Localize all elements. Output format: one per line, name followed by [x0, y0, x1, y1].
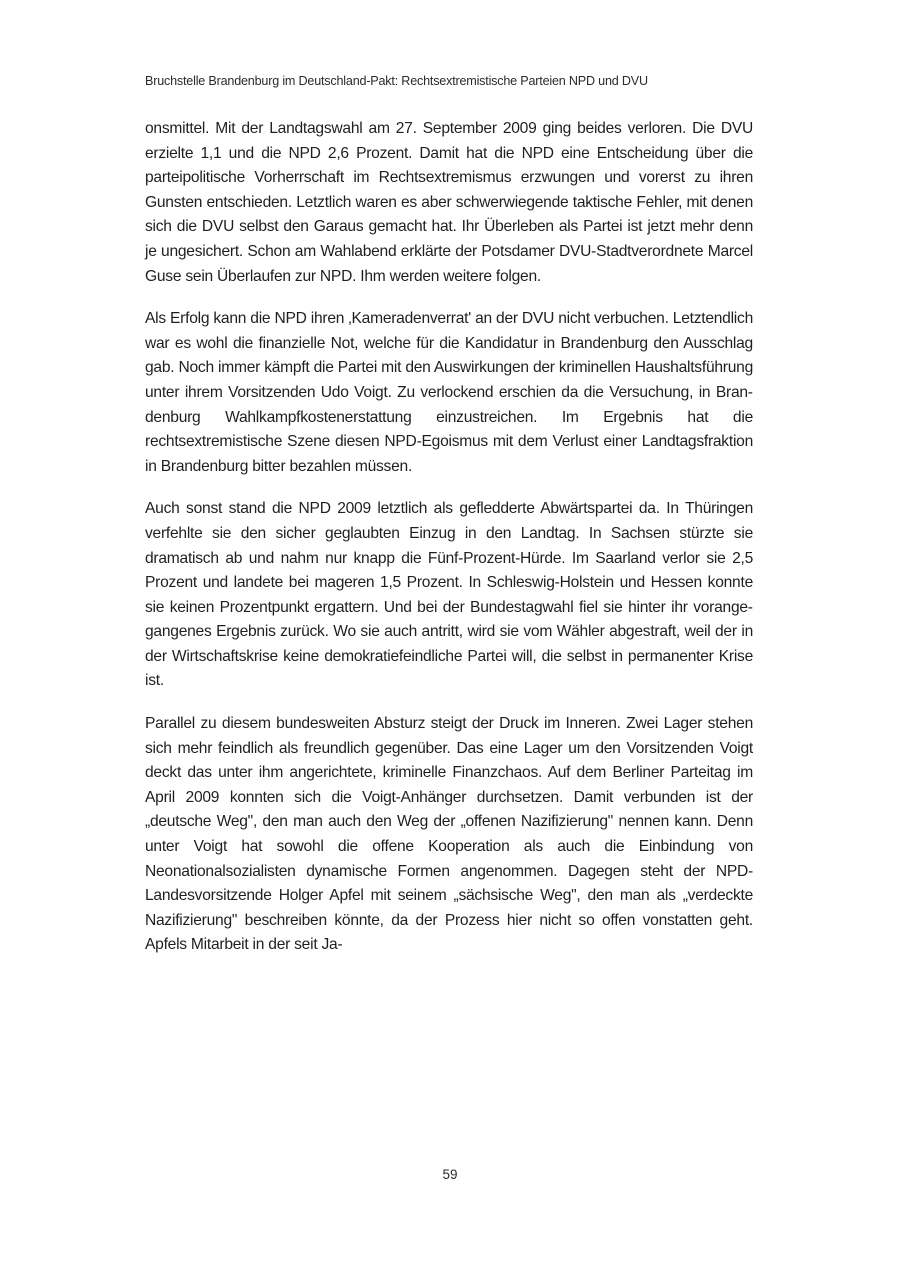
running-header: Bruchstelle Brandenburg im Deutschland-Pakt: Rechtsextremistische Parteien NPD und DVU — [145, 74, 648, 88]
paragraph: onsmittel. Mit der Landtagswahl am 27. September 2009 ging beides verloren. Die DVU erzielte 1,1 und die NPD 2,6 Prozent. Damit hat die NPD eine Entscheidung über die parteipolitische Vorherrschaft im Rechtsextremismus erzwungen und vorerst zu ihren Gunsten entschieden. Letztlich waren es aber schwerwiegende taktische Fehler, mit denen sich die DVU selbst den Garaus gemacht hat. Ihr Überleben als Partei ist jetzt mehr denn je ungesichert. Schon am Wahlabend erklärte der Potsdamer DVU-Stadtverordnete Marcel Guse sein Überlaufen zur NPD. Ihm werden weitere folgen. — [145, 120, 753, 285]
body-text — [145, 117, 753, 976]
paragraph: Auch sonst stand die NPD 2009 letztlich als gefledderte Abwärtspartei da. In Thüringen verfehlte sie den sicher geglaubten Einzug in den Landtag. In Sachsen stürzte sie dramatisch ab und nahm nur knapp die Fünf-Prozent-Hürde. Im Saarland verlor sie 2,5 Prozent und landete bei mageren 1,5 Prozent. In Schleswig-Holstein und Hessen konnte sie keinen Prozentpunkt ergattern. Und bei der Bundestagwahl fiel sie hinter ihr vorangegangenes Ergebnis zurück. Wo sie auch antritt, wird sie vom Wähler abgestraft, weil der in der Wirtschaftskrise keine demokratiefeindliche Partei will, die selbst in permanenter Krise ist. — [145, 500, 753, 690]
paragraph: Als Erfolg kann die NPD ihren ‚Kameradenverrat' an der DVU nicht verbuchen. Letztendlich war es wohl die finanzielle Not, welche für die Kandidatur in Brandenburg den Ausschlag gab. Noch immer kämpft die Partei mit den Auswirkungen der kriminellen Haushaltsführung unter ihrem Vorsitzenden Udo Voigt. Zu verlockend erschien da die Versuchung, in Brandenburg Wahlkampfkostenerstattung einzustreichen. Im Ergebnis hat die rechtsextremistische Szene diesen NPD-Egoismus mit dem Verlust einer Landtagsfraktion in Brandenburg bitter bezahlen müssen. — [145, 310, 753, 475]
paragraph: Parallel zu diesem bundesweiten Absturz steigt der Druck im Inneren. Zwei Lager stehen sich mehr feindlich als freundlich gegenüber. Das eine Lager um den Vorsitzenden Voigt deckt das unter ihm angerichtete, kriminelle Finanzchaos. Auf dem Berliner Parteitag im April 2009 konnten sich die Voigt-Anhänger durchsetzen. Damit verbunden ist der „deutsche Weg", den man auch den Weg der „offenen Nazifizierung" nennen kann. Denn unter Voigt hat sowohl die offene Kooperation als auch die Einbindung von Neonationalsozialisten dynamische Formen angenommen. Dagegen steht der NPD-Landesvorsitzende Holger Apfel mit seinem „sächsische Weg", den man als „verdeckte Nazifizierung" beschreiben könnte, da der Prozess hier nicht so offen vonstatten geht. Apfels Mitarbeit in der seit Ja- — [145, 715, 753, 954]
page-number: 59 — [442, 1167, 458, 1182]
